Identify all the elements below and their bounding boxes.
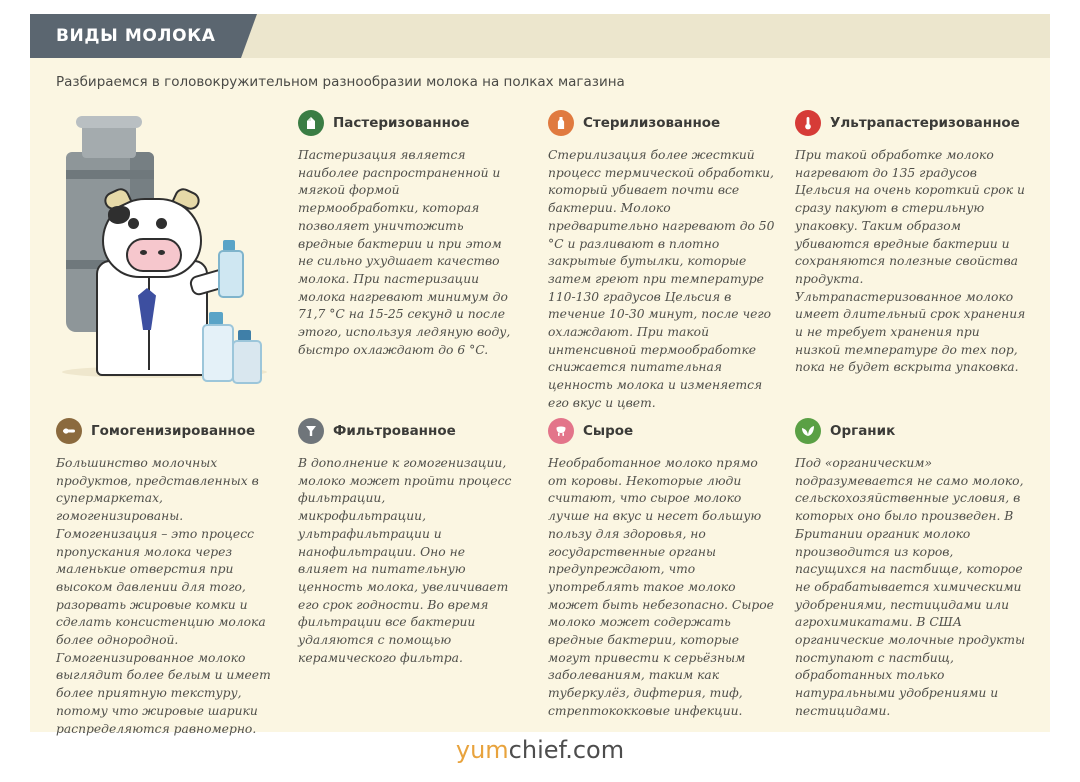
- cow-snout: [126, 238, 182, 272]
- homogenizer-icon: [56, 418, 82, 444]
- section-title: Сырое: [583, 423, 634, 439]
- cow-eye-left: [128, 218, 139, 229]
- section-header: [548, 110, 776, 136]
- section-title: Ультрапастеризованное: [830, 115, 1020, 131]
- milk-can-band-top: [66, 170, 154, 179]
- section-title: Органик: [830, 423, 896, 439]
- brand-yum: yum: [455, 736, 509, 764]
- funnel-filter-icon: [298, 418, 324, 444]
- section-text: В дополнение к гомогенизации, молоко может пройти процесс фильтрации, микрофильтрации, ультрафильтрации и нанофильтрации. Оно не влияет на питательную ценность молока, увеличивает его срок годности. Во время фильтрации все бактерии удаляются с помощью керамического фильтра.: [298, 456, 512, 665]
- milk-carton-icon: [298, 110, 324, 136]
- brand-tld: .com: [565, 736, 625, 764]
- page-title-tab: [30, 14, 241, 58]
- floor-milk-bottle-1: [202, 324, 234, 382]
- milk-can-neck: [82, 124, 136, 158]
- thermometer-icon: [795, 110, 821, 136]
- section-text: Под «органическим» подразумевается не само молоко, сельскохозяйственные условия, в которых оно было произведен. В Британии органик молоко производится из коров, пасущихся на пастбище, которое не обрабатывается химическими удобрениями, пестицидами или агрохимикатами. В США органические молочные продукты поступают с пастбищ, обработанных только натуральными удобрениями и пестицидами.: [795, 456, 1026, 718]
- site-brand-footer: [0, 736, 1080, 764]
- cow-nostril-right: [158, 250, 165, 255]
- section-title: Стерилизованное: [583, 115, 721, 131]
- cow-eye-right: [156, 218, 167, 229]
- section-organic: [795, 418, 1027, 721]
- milk-bottle-icon: [548, 110, 574, 136]
- section-text: Необработанное молоко прямо от коровы. Некоторые люди считают, что сырое молоко лучше на вкус и несет большую пользу для здоровья, но государственные органы предупреждают, что употреблять такое молоко может быть небезопасно. Сырое молоко может содержать вредные бактерии, которые могут привести к серьёзным заболеваниям, таким как туберкулёз, дифтерия, тиф, стрептококковые инфекции.: [548, 456, 774, 718]
- cow-with-milk-can-illustration: [52, 110, 267, 370]
- section-header: [548, 418, 776, 444]
- section-header: [795, 110, 1027, 136]
- section-filtered: [298, 418, 513, 667]
- section-text: Пастеризация является наиболее распространенной и мягкой формой термообработки, которая позволяет уничтожить вредные бактерии и при этом не сильно ухудшает качество молока. При пастеризации молока нагревают минимум до 71,7 °C на 15-25 секунд и после этого, используя ледяную воду, быстро охлаждают до 6 °C.: [298, 148, 511, 357]
- section-title: Гомогенизированное: [91, 423, 256, 439]
- milk-can-lid: [76, 116, 142, 128]
- floor-milk-bottle-2: [232, 340, 262, 384]
- section-header: [56, 418, 278, 444]
- section-homogenized: [56, 418, 278, 738]
- page-title: ВИДЫ МОЛОКА: [56, 26, 216, 46]
- leaf-icon: [795, 418, 821, 444]
- section-header: [298, 418, 513, 444]
- section-header: [298, 110, 513, 136]
- held-milk-bottle: [218, 250, 244, 298]
- section-ultra-pasteurized: [795, 110, 1027, 377]
- section-title: Фильтрованное: [333, 423, 456, 439]
- section-text: При такой обработке молоко нагревают до 135 градусов Цельсия на очень короткий срок и сразу пакуют в стерильную упаковку. Таким образом убиваются вредные бактерии и сохраняются полезные свойства продукта. Ультрапастеризованное молоко имеет длительный срок хранения и не требует хранения при низкой температуре до тех пор, пока не будет вскрыта упаковка.: [795, 148, 1026, 375]
- section-pasteurized: [298, 110, 513, 359]
- section-header: [795, 418, 1027, 444]
- section-text: Стерилизация более жесткий процесс термической обработки, который убивает почти все бактерии. Молоко предварительно нагревают до 50 °C и разливают в плотно закрытые бутылки, которые затем греют при температуре 110-130 градусов Цельсия в течение 10-30 минут, после чего охлаждают. При такой интенсивной термообработке снижается питательная ценность молока и изменяется его вкус и цвет.: [548, 148, 775, 410]
- section-raw: [548, 418, 776, 721]
- section-text: Большинство молочных продуктов, представленных в супермаркетах, гомогенизированы. Гомогенизация – это процесс пропускания молока через маленькие отверстия при высоком давлении для того, разорвать жировые комки и сделать консистенцию молока более однородной. Гомогенизированное молоко выглядит более белым и имеет более приятную текстуру, потому что жировые шарики распределяются равномерно.: [56, 456, 271, 736]
- cow-nostril-left: [140, 250, 147, 255]
- section-title: Пастеризованное: [333, 115, 470, 131]
- section-sterilized: [548, 110, 776, 413]
- page-subtitle: Разбираемся в головокружительном разнообразии молока на полках магазина: [56, 74, 625, 90]
- brand-chief: chief: [508, 736, 566, 764]
- udder-icon: [548, 418, 574, 444]
